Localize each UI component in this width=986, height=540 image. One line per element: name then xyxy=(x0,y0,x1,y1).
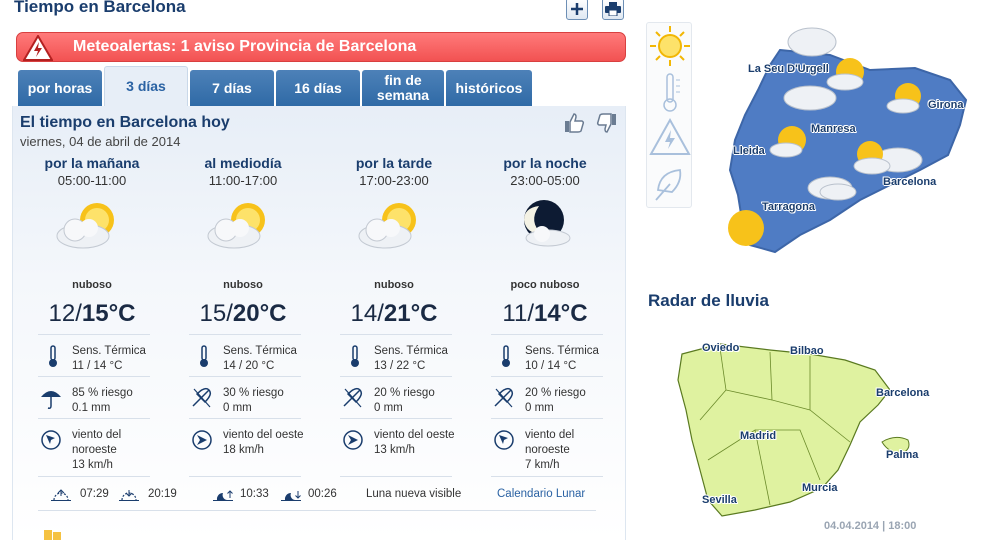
sunset-icon xyxy=(118,488,140,502)
feels-value: 10 / 14 °C xyxy=(525,360,577,372)
map-label-manresa: Manresa xyxy=(811,123,856,135)
map-label-la-seu: La Seu D'Urgell xyxy=(748,63,829,75)
lunar-calendar-link[interactable]: Calendario Lunar xyxy=(497,488,586,500)
lightning-warning-icon xyxy=(23,35,53,61)
temp-max: 14°C xyxy=(533,300,588,327)
period-hours: 11:00-17:00 xyxy=(208,173,278,188)
feels-value: 14 / 20 °C xyxy=(223,360,275,372)
condition-text: nuboso xyxy=(72,279,112,291)
wind-line: viento del oeste xyxy=(223,429,304,441)
wind-line: noroeste xyxy=(525,444,570,456)
umbrella-icon xyxy=(40,386,62,410)
period-name: por la tarde xyxy=(355,155,433,171)
divider xyxy=(491,334,603,335)
moonrise-time: 10:33 xyxy=(240,488,269,500)
rain-info xyxy=(223,386,284,416)
wind-line: 13 km/h xyxy=(374,444,415,456)
tab-16-dias[interactable]: 16 días xyxy=(276,70,360,106)
catalonia-weather-map[interactable] xyxy=(720,20,970,260)
condition-text: nuboso xyxy=(223,279,263,291)
divider xyxy=(189,418,301,419)
moonset-time: 00:26 xyxy=(308,488,337,500)
plus-icon xyxy=(570,2,584,16)
sunrise-time: 07:29 xyxy=(80,488,109,500)
wind-line: 13 km/h xyxy=(72,459,113,471)
period-name: al mediodía xyxy=(204,155,282,171)
tab-fin-de-semana[interactable]: fin de semana xyxy=(362,70,444,106)
thumbs-up-icon[interactable] xyxy=(563,112,585,134)
temperature: 15/20°C xyxy=(199,300,287,327)
thermometer-icon[interactable] xyxy=(648,70,692,114)
radar-label-oviedo: Oviedo xyxy=(702,342,740,354)
feels-label: Sens. Térmica xyxy=(374,345,448,357)
wind-info xyxy=(525,428,574,473)
print-button[interactable] xyxy=(602,0,624,20)
feels-label: Sens. Térmica xyxy=(525,345,599,357)
divider xyxy=(38,510,596,511)
divider xyxy=(491,376,603,377)
period-name: por la mañana xyxy=(44,155,140,171)
temp-max: 21°C xyxy=(383,300,438,327)
warning-icon[interactable] xyxy=(648,116,692,160)
thermometer-icon xyxy=(42,344,64,368)
period-hours: 23:00-05:00 xyxy=(510,173,580,188)
divider xyxy=(189,376,301,377)
sun-icon[interactable] xyxy=(648,24,692,68)
divider xyxy=(38,476,150,477)
thermometer-icon xyxy=(193,344,215,368)
temp-min: 14 xyxy=(350,300,378,327)
temp-min: 12 xyxy=(48,300,76,327)
temp-min: 15 xyxy=(199,300,227,327)
rain-pct: 20 % riesgo xyxy=(525,387,586,399)
period-name: por la noche xyxy=(503,155,587,171)
radar-label-palma: Palma xyxy=(886,449,919,461)
feels-like xyxy=(72,344,146,374)
sunrise-icon xyxy=(50,488,72,502)
add-button[interactable] xyxy=(566,0,588,20)
divider xyxy=(340,476,452,477)
wind-line: 18 km/h xyxy=(223,444,264,456)
divider xyxy=(491,418,603,419)
moon-cloud-icon xyxy=(506,196,576,256)
feels-like xyxy=(223,344,297,374)
temp-max: 20°C xyxy=(232,300,287,327)
period-hours: 05:00-11:00 xyxy=(57,173,127,188)
rain-mm: 0 mm xyxy=(525,402,554,414)
moonrise-icon xyxy=(212,488,234,502)
temperature: 11/14°C xyxy=(502,300,588,327)
radar-label-murcia: Murcia xyxy=(802,482,838,494)
wind-line: viento del xyxy=(72,429,122,441)
rain-pct: 30 % riesgo xyxy=(223,387,284,399)
divider xyxy=(340,418,452,419)
moon-phase: Luna nueva visible xyxy=(366,488,462,500)
period-hours: 17:00-23:00 xyxy=(359,173,429,188)
rain-mm: 0 mm xyxy=(374,402,403,414)
feels-label: Sens. Térmica xyxy=(72,345,146,357)
map-label-barcelona: Barcelona xyxy=(883,176,937,188)
sun-cloud-icon xyxy=(53,196,123,256)
wind-line: 7 km/h xyxy=(525,459,560,471)
page-title: Tiempo en Barcelona xyxy=(14,0,186,16)
forecast-title: El tiempo en Barcelona hoy xyxy=(20,114,230,131)
rain-info xyxy=(374,386,435,416)
map-label-tarragona: Tarragona xyxy=(762,201,815,213)
wind-compass-icon xyxy=(40,428,62,452)
feels-like xyxy=(525,344,599,374)
printer-icon xyxy=(605,2,621,16)
rain-mm: 0 mm xyxy=(223,402,252,414)
rain-pct: 85 % riesgo xyxy=(72,387,133,399)
weather-alert-banner[interactable] xyxy=(16,32,626,62)
sun-cloud-icon xyxy=(355,196,425,256)
divider xyxy=(340,334,452,335)
temp-max: 15°C xyxy=(81,300,136,327)
tab-7-dias[interactable]: 7 días xyxy=(190,70,274,106)
rain-info xyxy=(525,386,586,416)
rain-info xyxy=(72,386,133,416)
divider xyxy=(491,476,603,477)
thumbs-down-icon[interactable] xyxy=(596,112,618,134)
divider xyxy=(340,376,452,377)
thermometer-icon xyxy=(495,344,517,368)
condition-text: nuboso xyxy=(374,279,414,291)
calendar-grid-icon xyxy=(44,528,66,540)
divider xyxy=(38,376,150,377)
radar-timestamp: 04.04.2014 | 18:00 xyxy=(824,520,917,532)
feels-value: 13 / 22 °C xyxy=(374,360,426,372)
wind-compass-icon xyxy=(191,428,213,452)
divider xyxy=(189,334,301,335)
forecast-date: viernes, 04 de abril de 2014 xyxy=(20,134,181,149)
radar-label-bilbao: Bilbao xyxy=(790,345,824,357)
wind-compass-icon xyxy=(493,428,515,452)
condition-text: poco nuboso xyxy=(510,279,580,291)
radar-title: Radar de lluvia xyxy=(648,291,769,310)
radar-label-madrid: Madrid xyxy=(740,430,777,442)
tab-por-horas[interactable]: por horas xyxy=(18,70,102,106)
umbrella-closed-icon xyxy=(493,386,515,410)
radar-label-sevilla: Sevilla xyxy=(702,494,737,506)
alert-text: Meteoalertas: 1 aviso Provincia de Barcelona xyxy=(73,38,417,55)
wind-line: viento del oeste xyxy=(374,429,455,441)
divider xyxy=(38,418,150,419)
wind-line: viento del xyxy=(525,429,575,441)
rain-mm: 0.1 mm xyxy=(72,402,111,414)
feels-value: 11 / 14 °C xyxy=(72,360,123,372)
map-label-girona: Girona xyxy=(928,99,964,111)
umbrella-icon[interactable] xyxy=(648,162,692,206)
temp-min: 11 xyxy=(502,300,528,327)
umbrella-closed-icon xyxy=(191,386,213,410)
feels-like xyxy=(374,344,448,374)
tab-3-dias[interactable]: 3 días xyxy=(104,66,188,106)
sun-cloud-icon xyxy=(204,196,274,256)
divider xyxy=(38,334,150,335)
temperature: 14/21°C xyxy=(350,300,438,327)
umbrella-closed-icon xyxy=(342,386,364,410)
rain-pct: 20 % riesgo xyxy=(374,387,435,399)
wind-info xyxy=(223,428,304,458)
wind-info xyxy=(72,428,121,473)
wind-info xyxy=(374,428,455,458)
thermometer-icon xyxy=(344,344,366,368)
moonset-icon xyxy=(280,488,302,502)
tab-historicos[interactable]: históricos xyxy=(446,70,532,106)
wind-compass-icon xyxy=(342,428,364,452)
sunset-time: 20:19 xyxy=(148,488,177,500)
divider xyxy=(189,476,301,477)
radar-label-barcelona: Barcelona xyxy=(876,387,930,399)
feels-label: Sens. Térmica xyxy=(223,345,297,357)
map-label-lleida: Lleida xyxy=(733,145,765,157)
wind-line: noroeste xyxy=(72,444,117,456)
temperature: 12/15°C xyxy=(48,300,136,327)
